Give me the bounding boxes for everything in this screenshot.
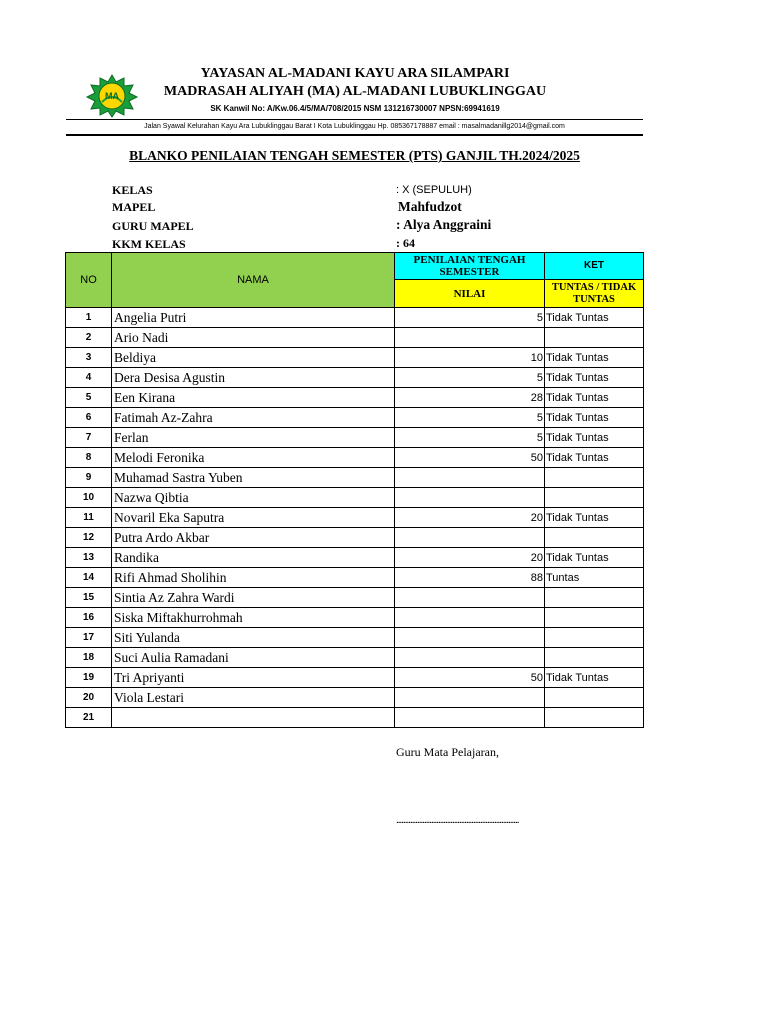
row-nilai-cell [395,688,545,708]
row-ket-cell [545,608,644,628]
table-row [66,328,644,348]
row-ket-cell: Tidak Tuntas [545,308,644,328]
row-nama-cell: Muhamad Sastra Yuben [112,468,395,488]
row-nilai-cell [395,588,545,608]
row-no-cell: 21 [66,708,112,728]
row-ket-cell: Tuntas [545,568,644,588]
row-nama-cell: Siska Miftakhurrohmah [112,608,395,628]
row-nama-cell: Sintia Az Zahra Wardi [112,588,395,608]
row-nama-cell: Putra Ardo Akbar [112,528,395,548]
header-pts: PENILAIAN TENGAH SEMESTER [395,253,545,280]
row-nama-cell: Ferlan [112,428,395,448]
row-no-cell: 8 [66,448,112,468]
row-nilai-cell [395,528,545,548]
row-nilai-cell: 20 [395,548,545,568]
kelas-label: KELAS [112,183,153,197]
row-nilai-cell: 20 [395,508,545,528]
row-no-cell: 9 [66,468,112,488]
row-nama-cell: Rifi Ahmad Sholihin [112,568,395,588]
row-nilai-cell: 50 [395,668,545,688]
row-ket-cell: Tidak Tuntas [545,408,644,428]
row-nilai-cell [395,488,545,508]
row-nama-cell: Siti Yulanda [112,628,395,648]
row-ket-cell [545,708,644,728]
row-ket-cell [545,688,644,708]
table-row [66,568,644,588]
row-nilai-cell: 88 [395,568,545,588]
row-ket-cell: Tidak Tuntas [545,548,644,568]
signature-label: Guru Mata Pelajaran, [396,745,499,759]
table-row [66,408,644,428]
row-nilai-cell [395,328,545,348]
school-name: MADRASAH ALIYAH (MA) AL-MADANI LUBUKLINGGAU [163,84,547,99]
row-no-cell: 1 [66,308,112,328]
grade-table [65,252,644,728]
row-nama-cell: Nazwa Qibtia [112,488,395,508]
row-no-cell: 7 [66,428,112,448]
logo-lettering: MA [105,91,119,101]
row-nilai-cell: 28 [395,388,545,408]
header-rule-top [66,119,643,120]
row-nilai-cell [395,708,545,728]
row-nama-cell: Viola Lestari [112,688,395,708]
row-no-cell: 4 [66,368,112,388]
row-no-cell: 17 [66,628,112,648]
row-ket-cell [545,488,644,508]
row-nilai-cell [395,648,545,668]
row-ket-cell [545,468,644,488]
row-nilai-cell: 5 [395,368,545,388]
row-no-cell: 15 [66,588,112,608]
guru-label: GURU MAPEL [112,219,194,233]
header-ket: KET [545,253,644,280]
signature-line: ...................................................................... [396,814,519,826]
table-row [66,528,644,548]
row-nama-cell: Dera Desisa Agustin [112,368,395,388]
row-no-cell: 13 [66,548,112,568]
row-nama-cell: Angelia Putri [112,308,395,328]
row-no-cell: 16 [66,608,112,628]
kkm-label: KKM KELAS [112,237,186,251]
table-row [66,608,644,628]
row-nilai-cell [395,468,545,488]
row-nama-cell: Tri Apriyanti [112,668,395,688]
row-nilai-cell: 5 [395,428,545,448]
table-row [66,548,644,568]
row-ket-cell: Tidak Tuntas [545,388,644,408]
row-nilai-cell [395,608,545,628]
table-row [66,708,644,728]
table-row [66,308,644,328]
table-row [66,348,644,368]
table-row [66,648,644,668]
row-ket-cell [545,648,644,668]
kelas-value: : X (SEPULUH) [396,184,472,196]
row-ket-cell: Tidak Tuntas [545,668,644,688]
row-no-cell: 14 [66,568,112,588]
row-nama-cell: Melodi Feronika [112,448,395,468]
row-no-cell: 6 [66,408,112,428]
row-nama-cell: Een Kirana [112,388,395,408]
foundation-name: YAYASAN AL-MADANI KAYU ARA SILAMPARI [200,66,510,81]
table-row [66,468,644,488]
mapel-value: Mahfudzot [398,199,462,214]
school-address: Jalan Syawal Kelurahan Kayu Ara Lubuklinggau Barat I Kota Lubuklinggau Hp. 085367178887 email : masalmadanillg2014@gmail.com [144,123,565,130]
row-nilai-cell [395,628,545,648]
row-nama-cell [112,708,395,728]
row-nama-cell: Novaril Eka Saputra [112,508,395,528]
row-nama-cell: Beldiya [112,348,395,368]
row-ket-cell [545,528,644,548]
school-registration: SK Kanwil No: A/Kw.06.4/5/MA/708/2015 NSM 131216730007 NPSN:69941619 [210,104,500,113]
table-row [66,508,644,528]
row-no-cell: 20 [66,688,112,708]
row-nama-cell: Randika [112,548,395,568]
header-nilai: NILAI [395,280,545,308]
row-nama-cell: Fatimah Az-Zahra [112,408,395,428]
row-nilai-cell: 5 [395,308,545,328]
row-ket-cell: Tidak Tuntas [545,348,644,368]
table-row [66,688,644,708]
row-no-cell: 10 [66,488,112,508]
header-no: NO [66,253,112,308]
row-no-cell: 19 [66,668,112,688]
row-nilai-cell: 10 [395,348,545,368]
table-row [66,388,644,408]
school-logo-icon [84,72,140,118]
header-tuntas: TUNTAS / TIDAK TUNTAS [545,280,644,308]
row-nama-cell: Ario Nadi [112,328,395,348]
table-row [66,588,644,608]
row-no-cell: 2 [66,328,112,348]
kkm-value: : 64 [396,236,415,250]
row-nilai-cell: 5 [395,408,545,428]
guru-value: : Alya Anggraini [396,217,492,232]
row-ket-cell: Tidak Tuntas [545,368,644,388]
table-row [66,368,644,388]
table-row [66,628,644,648]
row-nilai-cell: 50 [395,448,545,468]
header-rule-bottom [66,134,643,136]
document-title: BLANKO PENILAIAN TENGAH SEMESTER (PTS) GANJIL TH.2024/2025 [129,148,580,163]
table-row [66,448,644,468]
header-nama: NAMA [112,253,395,308]
row-no-cell: 12 [66,528,112,548]
row-no-cell: 3 [66,348,112,368]
table-header-row [66,253,644,280]
table-row [66,488,644,508]
mapel-label: MAPEL [112,200,156,214]
row-ket-cell: Tidak Tuntas [545,508,644,528]
row-ket-cell [545,588,644,608]
table-row [66,428,644,448]
row-ket-cell: Tidak Tuntas [545,428,644,448]
table-row [66,668,644,688]
row-ket-cell: Tidak Tuntas [545,448,644,468]
row-no-cell: 18 [66,648,112,668]
row-ket-cell [545,628,644,648]
row-ket-cell [545,328,644,348]
row-no-cell: 5 [66,388,112,408]
row-no-cell: 11 [66,508,112,528]
row-nama-cell: Suci Aulia Ramadani [112,648,395,668]
